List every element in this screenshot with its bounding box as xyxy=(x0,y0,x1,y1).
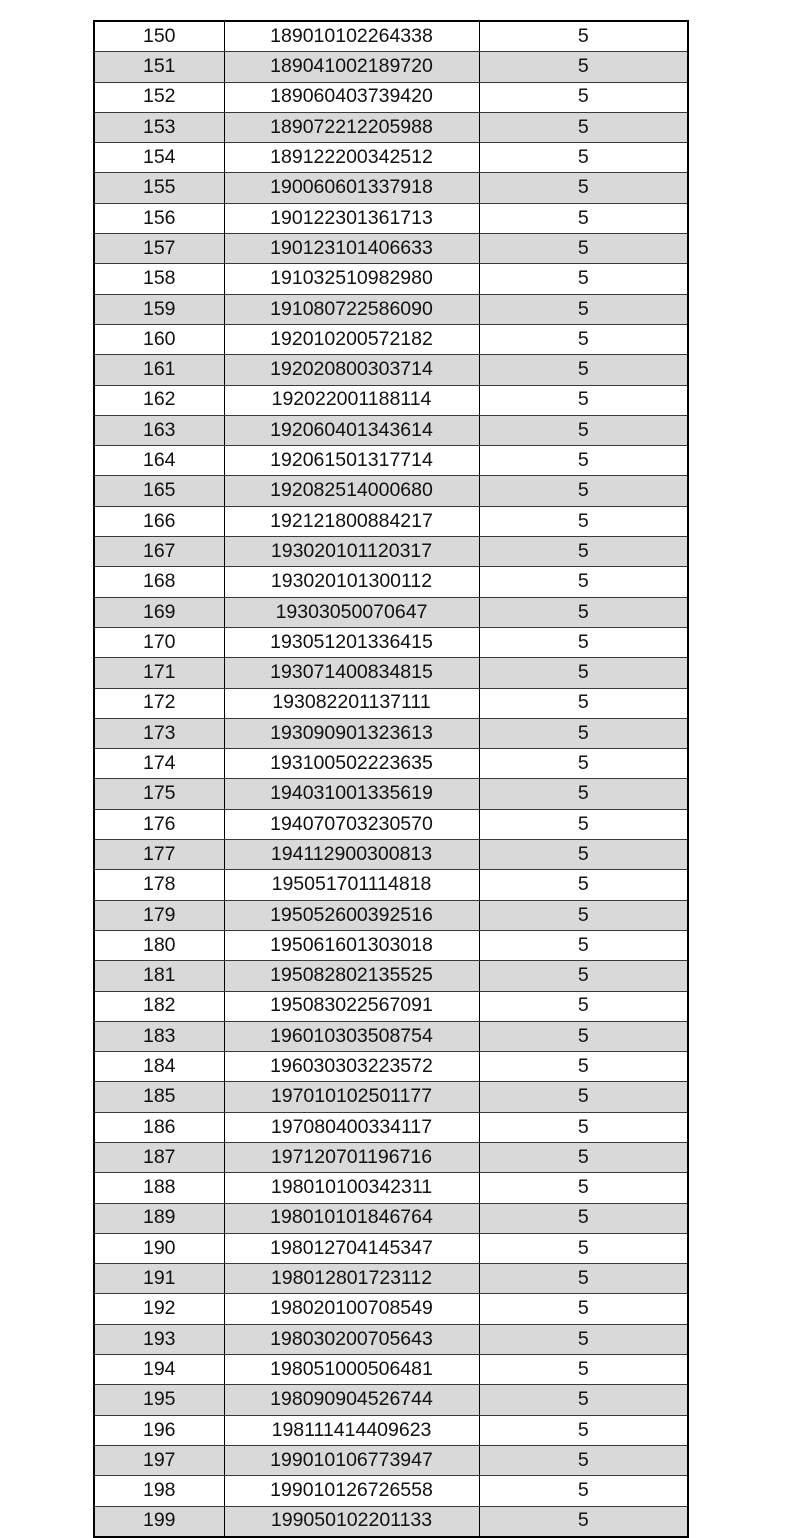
row-number-cell: 159 xyxy=(94,294,224,324)
row-number-cell: 158 xyxy=(94,264,224,294)
row-number-cell: 155 xyxy=(94,173,224,203)
value-cell: 5 xyxy=(479,1506,688,1537)
value-cell: 5 xyxy=(479,324,688,354)
id-number-cell: 199010106773947 xyxy=(224,1445,479,1475)
value-cell: 5 xyxy=(479,961,688,991)
value-cell: 5 xyxy=(479,597,688,627)
id-number-cell: 193051201336415 xyxy=(224,627,479,657)
value-cell: 5 xyxy=(479,1173,688,1203)
table-row xyxy=(94,1355,688,1385)
row-number-cell: 193 xyxy=(94,1324,224,1354)
value-cell: 5 xyxy=(479,870,688,900)
value-cell: 5 xyxy=(479,415,688,445)
value-cell: 5 xyxy=(479,749,688,779)
table-row xyxy=(94,658,688,688)
table-row xyxy=(94,900,688,930)
id-number-cell: 198010101846764 xyxy=(224,1203,479,1233)
row-number-cell: 166 xyxy=(94,506,224,536)
row-number-cell: 171 xyxy=(94,658,224,688)
row-number-cell: 162 xyxy=(94,385,224,415)
id-number-cell: 189041002189720 xyxy=(224,52,479,82)
id-number-cell: 192022001188114 xyxy=(224,385,479,415)
row-number-cell: 194 xyxy=(94,1355,224,1385)
id-number-cell: 193090901323613 xyxy=(224,718,479,748)
row-number-cell: 153 xyxy=(94,112,224,142)
table-row xyxy=(94,1476,688,1506)
table-row xyxy=(94,21,688,52)
table-row xyxy=(94,1173,688,1203)
value-cell: 5 xyxy=(479,385,688,415)
table-row xyxy=(94,627,688,657)
row-number-cell: 183 xyxy=(94,1021,224,1051)
value-cell: 5 xyxy=(479,294,688,324)
id-number-cell: 195052600392516 xyxy=(224,900,479,930)
table-row xyxy=(94,840,688,870)
table-row xyxy=(94,1052,688,1082)
id-number-cell: 192082514000680 xyxy=(224,476,479,506)
value-cell: 5 xyxy=(479,82,688,112)
value-cell: 5 xyxy=(479,627,688,657)
table-row xyxy=(94,991,688,1021)
row-number-cell: 156 xyxy=(94,203,224,233)
value-cell: 5 xyxy=(479,506,688,536)
table-row xyxy=(94,506,688,536)
value-cell: 5 xyxy=(479,1476,688,1506)
id-number-cell: 195083022567091 xyxy=(224,991,479,1021)
row-number-cell: 168 xyxy=(94,567,224,597)
id-number-cell: 192060401343614 xyxy=(224,415,479,445)
table-row xyxy=(94,173,688,203)
id-number-cell: 193100502223635 xyxy=(224,749,479,779)
value-cell: 5 xyxy=(479,1142,688,1172)
row-number-cell: 165 xyxy=(94,476,224,506)
value-cell: 5 xyxy=(479,658,688,688)
id-number-cell: 189060403739420 xyxy=(224,82,479,112)
value-cell: 5 xyxy=(479,264,688,294)
table-row xyxy=(94,446,688,476)
value-cell: 5 xyxy=(479,355,688,385)
row-number-cell: 176 xyxy=(94,809,224,839)
row-number-cell: 198 xyxy=(94,1476,224,1506)
value-cell: 5 xyxy=(479,567,688,597)
table-row xyxy=(94,143,688,173)
value-cell: 5 xyxy=(479,718,688,748)
id-number-cell: 199050102201133 xyxy=(224,1506,479,1537)
id-number-cell: 198010100342311 xyxy=(224,1173,479,1203)
id-number-cell: 197080400334117 xyxy=(224,1112,479,1142)
value-cell: 5 xyxy=(479,779,688,809)
row-number-cell: 152 xyxy=(94,82,224,112)
id-number-cell: 190122301361713 xyxy=(224,203,479,233)
id-number-cell: 193020101300112 xyxy=(224,567,479,597)
row-number-cell: 186 xyxy=(94,1112,224,1142)
table-row xyxy=(94,1506,688,1537)
row-number-cell: 175 xyxy=(94,779,224,809)
table-row xyxy=(94,749,688,779)
row-number-cell: 164 xyxy=(94,446,224,476)
id-number-cell: 194031001335619 xyxy=(224,779,479,809)
row-number-cell: 189 xyxy=(94,1203,224,1233)
row-number-cell: 177 xyxy=(94,840,224,870)
table-row xyxy=(94,688,688,718)
value-cell: 5 xyxy=(479,1112,688,1142)
value-cell: 5 xyxy=(479,537,688,567)
value-cell: 5 xyxy=(479,1385,688,1415)
id-number-cell: 193071400834815 xyxy=(224,658,479,688)
value-cell: 5 xyxy=(479,991,688,1021)
row-number-cell: 187 xyxy=(94,1142,224,1172)
id-number-cell: 189122200342512 xyxy=(224,143,479,173)
table-row xyxy=(94,809,688,839)
row-number-cell: 190 xyxy=(94,1233,224,1263)
id-number-cell: 195061601303018 xyxy=(224,930,479,960)
row-number-cell: 157 xyxy=(94,234,224,264)
data-table xyxy=(93,20,689,1538)
table-row xyxy=(94,385,688,415)
table-row xyxy=(94,112,688,142)
value-cell: 5 xyxy=(479,112,688,142)
value-cell: 5 xyxy=(479,203,688,233)
value-cell: 5 xyxy=(479,21,688,52)
row-number-cell: 163 xyxy=(94,415,224,445)
id-number-cell: 198090904526744 xyxy=(224,1385,479,1415)
table-row xyxy=(94,294,688,324)
row-number-cell: 150 xyxy=(94,21,224,52)
id-number-cell: 198012704145347 xyxy=(224,1233,479,1263)
id-number-cell: 192010200572182 xyxy=(224,324,479,354)
id-number-cell: 193020101120317 xyxy=(224,537,479,567)
table-row xyxy=(94,1112,688,1142)
table-row xyxy=(94,203,688,233)
table-row xyxy=(94,930,688,960)
id-number-cell: 192121800884217 xyxy=(224,506,479,536)
row-number-cell: 178 xyxy=(94,870,224,900)
id-number-cell: 194112900300813 xyxy=(224,840,479,870)
row-number-cell: 180 xyxy=(94,930,224,960)
table-row xyxy=(94,537,688,567)
id-number-cell: 196010303508754 xyxy=(224,1021,479,1051)
table-row xyxy=(94,1445,688,1475)
row-number-cell: 184 xyxy=(94,1052,224,1082)
table-row xyxy=(94,476,688,506)
row-number-cell: 174 xyxy=(94,749,224,779)
table-row xyxy=(94,779,688,809)
id-number-cell: 199010126726558 xyxy=(224,1476,479,1506)
id-number-cell: 196030303223572 xyxy=(224,1052,479,1082)
row-number-cell: 197 xyxy=(94,1445,224,1475)
table-row xyxy=(94,1385,688,1415)
table-row xyxy=(94,1415,688,1445)
value-cell: 5 xyxy=(479,840,688,870)
id-number-cell: 198020100708549 xyxy=(224,1294,479,1324)
id-number-cell: 193082201137111 xyxy=(224,688,479,718)
row-number-cell: 192 xyxy=(94,1294,224,1324)
value-cell: 5 xyxy=(479,809,688,839)
row-number-cell: 199 xyxy=(94,1506,224,1537)
value-cell: 5 xyxy=(479,1233,688,1263)
id-number-cell: 198030200705643 xyxy=(224,1324,479,1354)
row-number-cell: 173 xyxy=(94,718,224,748)
row-number-cell: 161 xyxy=(94,355,224,385)
row-number-cell: 172 xyxy=(94,688,224,718)
table-row xyxy=(94,1021,688,1051)
value-cell: 5 xyxy=(479,930,688,960)
value-cell: 5 xyxy=(479,1021,688,1051)
table-row xyxy=(94,1324,688,1354)
id-number-cell: 189010102264338 xyxy=(224,21,479,52)
row-number-cell: 196 xyxy=(94,1415,224,1445)
value-cell: 5 xyxy=(479,900,688,930)
table-row xyxy=(94,324,688,354)
value-cell: 5 xyxy=(479,1052,688,1082)
value-cell: 5 xyxy=(479,1294,688,1324)
table-row xyxy=(94,567,688,597)
value-cell: 5 xyxy=(479,1415,688,1445)
id-number-cell: 195082802135525 xyxy=(224,961,479,991)
table-row xyxy=(94,961,688,991)
id-number-cell: 191032510982980 xyxy=(224,264,479,294)
row-number-cell: 169 xyxy=(94,597,224,627)
table-row xyxy=(94,1203,688,1233)
id-number-cell: 19303050070647 xyxy=(224,597,479,627)
row-number-cell: 151 xyxy=(94,52,224,82)
value-cell: 5 xyxy=(479,52,688,82)
value-cell: 5 xyxy=(479,688,688,718)
value-cell: 5 xyxy=(479,1445,688,1475)
table-row xyxy=(94,718,688,748)
id-number-cell: 195051701114818 xyxy=(224,870,479,900)
id-number-cell: 198051000506481 xyxy=(224,1355,479,1385)
table-row xyxy=(94,1264,688,1294)
table-row xyxy=(94,264,688,294)
value-cell: 5 xyxy=(479,1264,688,1294)
id-number-cell: 197120701196716 xyxy=(224,1142,479,1172)
table-row xyxy=(94,1233,688,1263)
table-row xyxy=(94,1294,688,1324)
value-cell: 5 xyxy=(479,234,688,264)
table-row xyxy=(94,82,688,112)
table-row xyxy=(94,415,688,445)
id-number-cell: 189072212205988 xyxy=(224,112,479,142)
id-number-cell: 190060601337918 xyxy=(224,173,479,203)
table-row xyxy=(94,1082,688,1112)
row-number-cell: 195 xyxy=(94,1385,224,1415)
id-number-cell: 197010102501177 xyxy=(224,1082,479,1112)
id-number-cell: 198111414409623 xyxy=(224,1415,479,1445)
row-number-cell: 181 xyxy=(94,961,224,991)
value-cell: 5 xyxy=(479,143,688,173)
value-cell: 5 xyxy=(479,446,688,476)
table-row xyxy=(94,355,688,385)
table-row xyxy=(94,597,688,627)
id-number-cell: 198012801723112 xyxy=(224,1264,479,1294)
table-body xyxy=(94,21,688,1537)
table-row xyxy=(94,1142,688,1172)
value-cell: 5 xyxy=(479,1082,688,1112)
row-number-cell: 179 xyxy=(94,900,224,930)
id-number-cell: 191080722586090 xyxy=(224,294,479,324)
row-number-cell: 154 xyxy=(94,143,224,173)
table-row xyxy=(94,52,688,82)
value-cell: 5 xyxy=(479,476,688,506)
row-number-cell: 182 xyxy=(94,991,224,1021)
value-cell: 5 xyxy=(479,1203,688,1233)
row-number-cell: 160 xyxy=(94,324,224,354)
table-row xyxy=(94,870,688,900)
id-number-cell: 192020800303714 xyxy=(224,355,479,385)
row-number-cell: 188 xyxy=(94,1173,224,1203)
id-number-cell: 190123101406633 xyxy=(224,234,479,264)
id-number-cell: 194070703230570 xyxy=(224,809,479,839)
value-cell: 5 xyxy=(479,1324,688,1354)
row-number-cell: 185 xyxy=(94,1082,224,1112)
value-cell: 5 xyxy=(479,1355,688,1385)
table-row xyxy=(94,234,688,264)
row-number-cell: 167 xyxy=(94,537,224,567)
row-number-cell: 191 xyxy=(94,1264,224,1294)
id-number-cell: 192061501317714 xyxy=(224,446,479,476)
row-number-cell: 170 xyxy=(94,627,224,657)
value-cell: 5 xyxy=(479,173,688,203)
